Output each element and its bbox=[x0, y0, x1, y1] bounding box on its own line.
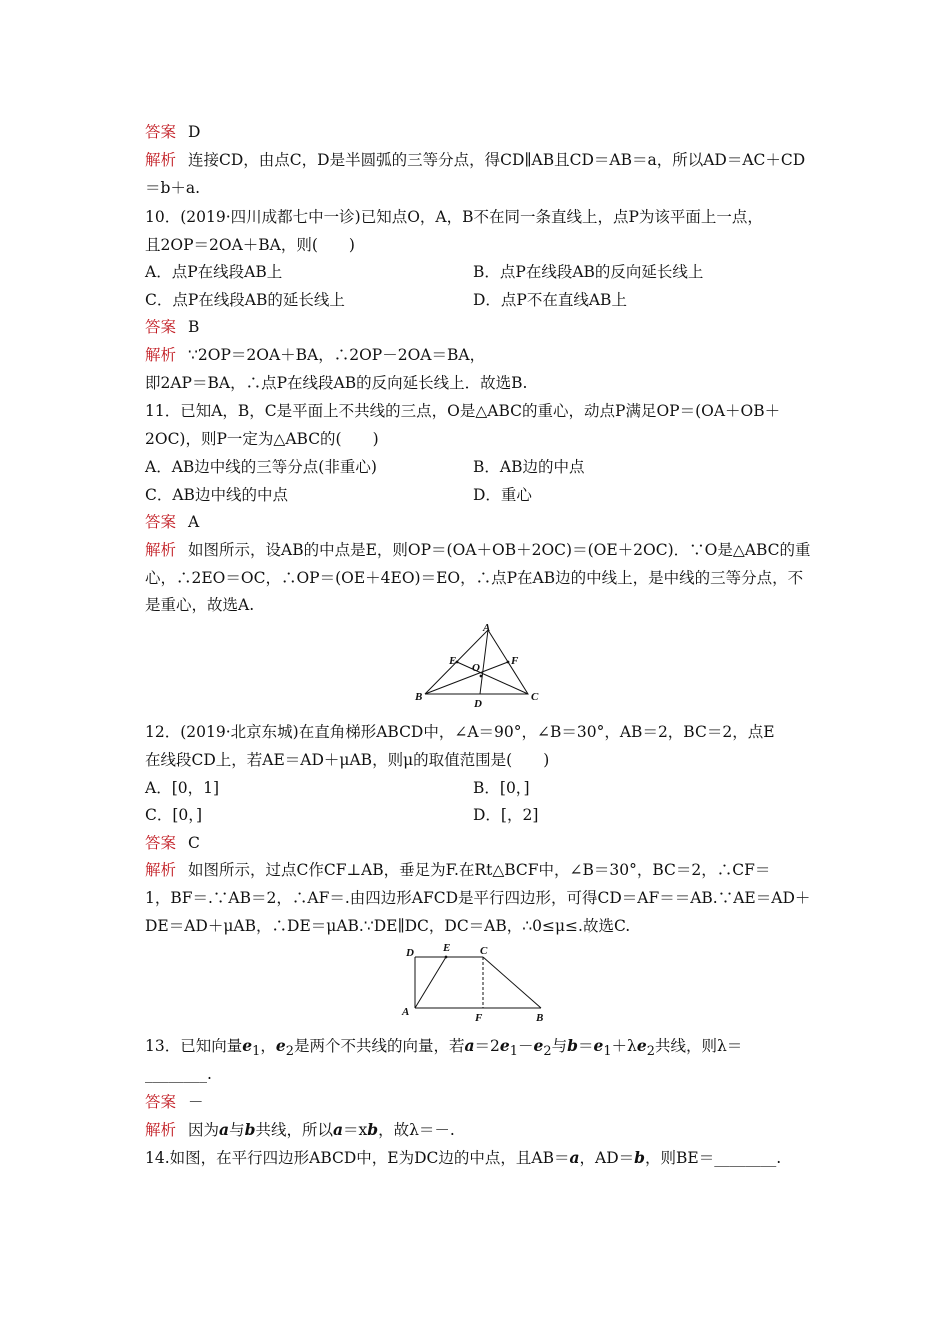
point-label: A bbox=[483, 622, 491, 634]
q13-stem-text: 13．已知向量 bbox=[145, 1037, 243, 1055]
vector-b: b bbox=[634, 1148, 646, 1167]
q14-stem-text: ，AD＝ bbox=[579, 1149, 635, 1167]
q10-stem-line-1: 10．(2019·四川成都七中一诊)已知点O，A，B不在同一条直线上，点P为该平面上一点， bbox=[145, 208, 763, 226]
answer-value: B bbox=[188, 318, 200, 336]
answer-value: A bbox=[188, 513, 200, 531]
vector-e1: e bbox=[593, 1036, 604, 1055]
q13-stem-line-1 bbox=[145, 1036, 742, 1062]
vector-e1: e bbox=[499, 1036, 510, 1055]
analysis-label: 解析 bbox=[145, 861, 177, 879]
q14-stem-text: 14.如图，在平行四边形ABCD中，E为DC边的中点，且AB＝ bbox=[145, 1149, 570, 1167]
answer-label: 答案 bbox=[145, 513, 177, 531]
vector-e1: e bbox=[242, 1036, 253, 1055]
q11-answer-line bbox=[145, 512, 199, 532]
q12-option-b: B．[0，] bbox=[473, 779, 530, 797]
q10-analysis-line-1 bbox=[145, 345, 485, 365]
subscript: 1 bbox=[509, 1044, 518, 1060]
q12-analysis-line-2: 1，BF＝.∵AB＝2，∴AF＝.由四边形AFCD是平行四边形，可得CD＝AF＝＝AB.∵AE＝AD＋ bbox=[145, 889, 811, 907]
q13-stem-text: － bbox=[517, 1037, 534, 1055]
trapezoid-diagram bbox=[398, 940, 553, 1024]
q11-option-a: A．AB边中线的三等分点(非重心) bbox=[145, 458, 377, 476]
point-label: D bbox=[474, 698, 482, 710]
q11-analysis-line-1 bbox=[145, 540, 810, 560]
point-label: F bbox=[475, 1012, 483, 1024]
answer-label: 答案 bbox=[145, 123, 177, 141]
analysis-label: 解析 bbox=[145, 541, 177, 559]
q13-answer-line bbox=[145, 1092, 204, 1112]
vector-b: b bbox=[244, 1120, 256, 1139]
analysis-text: ＝x bbox=[343, 1121, 368, 1139]
q13-stem-text: 是两个不共线的向量，若 bbox=[293, 1037, 465, 1055]
q13-stem-text: ＋λ bbox=[611, 1037, 637, 1055]
q12-analysis-line-1 bbox=[145, 860, 770, 880]
q14-stem-line bbox=[145, 1148, 781, 1168]
analysis-text: ，故λ＝－. bbox=[378, 1121, 455, 1139]
q11-stem-line-1: 11．已知A，B，C是平面上不共线的三点，O是△ABC的重心，动点P满足OP＝(OA＋OB＋ bbox=[145, 402, 781, 420]
q10-option-a: A．点P在线段AB上 bbox=[145, 263, 283, 281]
subscript: 2 bbox=[543, 1044, 552, 1060]
answer-value: － bbox=[188, 1093, 204, 1111]
subscript: 1 bbox=[603, 1044, 612, 1060]
point-label: E bbox=[449, 655, 457, 667]
analysis-label: 解析 bbox=[145, 1121, 177, 1139]
subscript: 2 bbox=[646, 1044, 655, 1060]
point-label: O bbox=[472, 662, 480, 674]
triangle-centroid-diagram bbox=[410, 618, 545, 710]
q10-answer-line bbox=[145, 317, 199, 337]
q11-stem-line-2: 2OC)，则P一定为△ABC的( ) bbox=[145, 430, 379, 448]
point-label: D bbox=[406, 947, 414, 959]
q9-answer-line bbox=[145, 122, 200, 142]
trapezoid-figure bbox=[398, 940, 553, 1024]
analysis-label: 解析 bbox=[145, 151, 177, 169]
q10-option-b: B．点P在线段AB的反向延长线上 bbox=[473, 263, 704, 281]
q13-blank-line: ________. bbox=[145, 1065, 212, 1083]
point-label: C bbox=[480, 945, 488, 957]
q13-stem-text: ＝2 bbox=[474, 1037, 500, 1055]
q12-stem-line-2: 在线段CD上，若AE＝AD＋μAB，则μ的取值范围是( ) bbox=[145, 751, 550, 769]
subscript: 1 bbox=[252, 1044, 261, 1060]
analysis-text: ∵2OP＝2OA＋BA，∴2OP－2OA＝BA， bbox=[188, 346, 486, 364]
analysis-text: 如图所示，过点C作CF⊥AB，垂足为F.在Rt△BCF中，∠B＝30°，BC＝2，∴CF＝ bbox=[188, 861, 771, 879]
vector-a: a bbox=[219, 1120, 230, 1139]
analysis-text: 如图所示，设AB的中点是E，则OP＝(OA＋OB＋2OC)＝(OE＋2OC)．∵O是△ABC的重 bbox=[188, 541, 811, 559]
q9-analysis-line-2: ＝b＋a. bbox=[145, 179, 201, 197]
analysis-label: 解析 bbox=[145, 346, 177, 364]
answer-value: D bbox=[188, 123, 201, 141]
q10-option-c: C．点P在线段AB的延长线上 bbox=[145, 291, 345, 309]
point-label: E bbox=[443, 942, 451, 954]
q11-option-d: D．重心 bbox=[473, 486, 532, 504]
analysis-text: 与 bbox=[229, 1121, 245, 1139]
q12-answer-line bbox=[145, 833, 200, 853]
answer-label: 答案 bbox=[145, 318, 177, 336]
q12-option-a: A．[0，1] bbox=[145, 779, 220, 797]
vector-a: a bbox=[332, 1120, 343, 1139]
q10-option-d: D．点P不在直线AB上 bbox=[473, 291, 627, 309]
q13-stem-text: 共线，则λ＝ bbox=[654, 1037, 743, 1055]
q10-stem-line-2: 且2OP＝2OA＋BA，则( ) bbox=[145, 236, 355, 254]
q12-option-c: C．[0，] bbox=[145, 806, 203, 824]
q13-stem-text: 与 bbox=[551, 1037, 568, 1055]
point-label: B bbox=[415, 691, 423, 703]
triangle-centroid-figure bbox=[410, 618, 545, 710]
vector-b: b bbox=[567, 1036, 578, 1055]
q11-analysis-line-2: 心，∴2EO＝OC，∴OP＝(OE＋4EO)＝EO，∴点P在AB边的中线上，是中线的三等分点，不 bbox=[145, 569, 804, 587]
q13-analysis-line bbox=[145, 1120, 455, 1140]
vector-b: b bbox=[367, 1120, 379, 1139]
subscript: 2 bbox=[285, 1044, 294, 1060]
q11-option-b: B．AB边的中点 bbox=[473, 458, 585, 476]
analysis-text: 共线，所以 bbox=[255, 1121, 333, 1139]
q14-stem-text: ，则BE＝________. bbox=[645, 1149, 782, 1167]
answer-value: C bbox=[188, 834, 200, 852]
answer-label: 答案 bbox=[145, 834, 177, 852]
q13-stem-text: ＝ bbox=[577, 1037, 594, 1055]
analysis-text: 因为 bbox=[188, 1121, 220, 1139]
q9-analysis-line-1 bbox=[145, 150, 805, 170]
point-label: C bbox=[531, 691, 539, 703]
vector-e2: e bbox=[636, 1036, 647, 1055]
vector-a: a bbox=[569, 1148, 580, 1167]
q10-analysis-line-2: 即2AP＝BA，∴点P在线段AB的反向延长线上．故选B. bbox=[145, 374, 528, 392]
vector-e2: e bbox=[275, 1036, 286, 1055]
answer-label: 答案 bbox=[145, 1093, 177, 1111]
q12-analysis-line-3: DE＝AD＋μAB，∴DE＝μAB.∵DE∥DC，DC＝AB，∴0≤μ≤.故选C. bbox=[145, 917, 631, 935]
vector-a: a bbox=[464, 1036, 475, 1055]
point-label: B bbox=[536, 1012, 544, 1024]
q12-stem-line-1: 12．(2019·北京东城)在直角梯形ABCD中，∠A＝90°，∠B＝30°，AB＝2，BC＝2，点E bbox=[145, 723, 775, 741]
point-label: A bbox=[402, 1006, 410, 1018]
punct: ， bbox=[260, 1037, 276, 1055]
q11-analysis-line-3: 是重心，故选A. bbox=[145, 596, 255, 614]
q12-option-d: D．[，2] bbox=[473, 806, 539, 824]
q11-option-c: C．AB边中线的中点 bbox=[145, 486, 288, 504]
point-label: F bbox=[511, 655, 519, 667]
analysis-text: 连接CD，由点C，D是半圆弧的三等分点，得CD∥AB且CD＝AB＝a，所以AD＝AC＋CD bbox=[188, 151, 806, 169]
vector-e2: e bbox=[533, 1036, 544, 1055]
